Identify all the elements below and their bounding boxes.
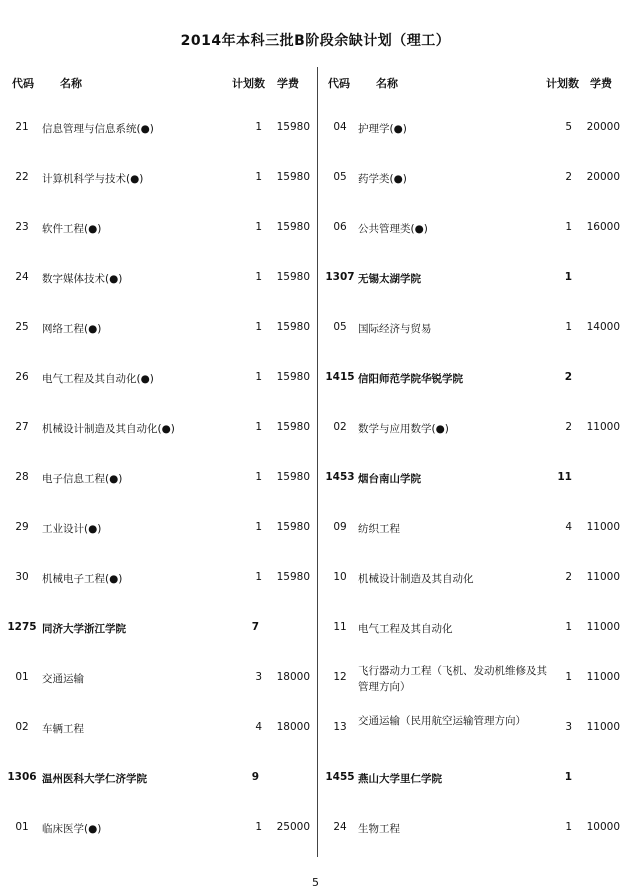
code-cell: 26 <box>15 371 29 383</box>
code-cell: 01 <box>15 671 29 683</box>
table-row <box>318 794 630 844</box>
table-row <box>318 694 630 744</box>
code-cell: 29 <box>15 521 29 533</box>
plan-cell: 1 <box>565 821 572 833</box>
table-row <box>0 294 312 344</box>
plan-cell: 1 <box>565 221 572 233</box>
header-plan: 计划数 <box>546 77 579 90</box>
table-row <box>0 794 312 844</box>
school-row <box>318 244 630 294</box>
plan-cell: 1 <box>255 421 262 433</box>
plan-cell: 1 <box>564 771 572 783</box>
code-cell: 02 <box>15 721 29 733</box>
table-header <box>0 72 312 94</box>
plan-cell: 7 <box>251 621 259 633</box>
fee-cell: 15980 <box>276 421 310 433</box>
school-row <box>318 744 630 794</box>
name-cell: 临床医学(●) <box>42 823 102 835</box>
plan-cell: 5 <box>565 121 572 133</box>
name-cell: 国际经济与贸易 <box>358 323 432 335</box>
name-cell: 数字媒体技术(●) <box>42 273 123 285</box>
name-cell: 信息管理与信息系统(●) <box>42 123 154 135</box>
code-cell: 1453 <box>325 471 355 483</box>
table-row <box>0 344 312 394</box>
table-row <box>318 494 630 544</box>
code-cell: 05 <box>333 171 347 183</box>
fee-cell: 11000 <box>586 621 620 633</box>
plan-cell: 1 <box>255 371 262 383</box>
name-cell: 交通运输（民用航空运输管理方向） <box>358 715 526 727</box>
plan-cell: 4 <box>255 721 262 733</box>
table-row <box>318 644 630 694</box>
table-row <box>0 644 312 694</box>
plan-cell: 9 <box>251 771 259 783</box>
left-column <box>0 72 312 844</box>
table-row <box>0 444 312 494</box>
fee-cell: 25000 <box>276 821 310 833</box>
code-cell: 12 <box>333 671 347 683</box>
fee-cell: 15980 <box>276 321 310 333</box>
fee-cell: 11000 <box>586 671 620 683</box>
table-row <box>318 394 630 444</box>
header-fee: 学费 <box>277 77 299 90</box>
page-number: 5 <box>312 876 319 889</box>
table-row <box>318 194 630 244</box>
plan-cell: 3 <box>565 721 572 733</box>
table-row <box>0 494 312 544</box>
table-row <box>0 194 312 244</box>
fee-cell: 15980 <box>276 571 310 583</box>
fee-cell: 11000 <box>586 571 620 583</box>
table-row <box>0 144 312 194</box>
table-row <box>318 94 630 144</box>
fee-cell: 15980 <box>276 521 310 533</box>
name-cell: 电气工程及其自动化 <box>358 623 453 635</box>
name-cell: 网络工程(●) <box>42 323 102 335</box>
code-cell: 1307 <box>325 271 355 283</box>
header-name: 名称 <box>376 77 398 90</box>
plan-cell: 1 <box>565 621 572 633</box>
table-header <box>318 72 630 94</box>
code-cell: 06 <box>333 221 347 233</box>
fee-cell: 15980 <box>276 371 310 383</box>
name-cell: 数学与应用数学(●) <box>358 423 449 435</box>
code-cell: 13 <box>333 721 347 733</box>
code-cell: 1415 <box>325 371 355 383</box>
header-code: 代码 <box>328 77 350 90</box>
fee-cell: 14000 <box>586 321 620 333</box>
fee-cell: 20000 <box>586 171 620 183</box>
plan-cell: 4 <box>565 521 572 533</box>
name-cell: 交通运输 <box>42 673 84 685</box>
school-row <box>0 744 312 794</box>
plan-cell: 1 <box>565 321 572 333</box>
name-cell: 机械设计制造及其自动化(●) <box>42 423 175 435</box>
code-cell: 04 <box>333 121 347 133</box>
table-row <box>318 294 630 344</box>
plan-cell: 1 <box>565 671 572 683</box>
code-cell: 1275 <box>7 621 37 633</box>
right-column <box>318 72 630 844</box>
plan-cell: 1 <box>255 321 262 333</box>
code-cell: 22 <box>15 171 29 183</box>
name-cell: 电子信息工程(●) <box>42 473 123 485</box>
code-cell: 30 <box>15 571 29 583</box>
fee-cell: 20000 <box>586 121 620 133</box>
name-cell: 燕山大学里仁学院 <box>358 773 442 785</box>
name-cell: 护理学(●) <box>358 123 407 135</box>
table-row <box>0 394 312 444</box>
fee-cell: 15980 <box>276 171 310 183</box>
name-cell: 计算机科学与技术(●) <box>42 173 144 185</box>
code-cell: 1455 <box>325 771 355 783</box>
plan-cell: 3 <box>255 671 262 683</box>
name-cell: 烟台南山学院 <box>358 473 421 485</box>
school-row <box>318 444 630 494</box>
fee-cell: 16000 <box>586 221 620 233</box>
table-row <box>318 594 630 644</box>
name-cell: 飞行器动力工程（飞机、发动机维修及其管理方向） <box>358 665 547 693</box>
fee-cell: 10000 <box>586 821 620 833</box>
plan-cell: 1 <box>564 271 572 283</box>
fee-cell: 11000 <box>586 521 620 533</box>
name-cell: 工业设计(●) <box>42 523 102 535</box>
school-row <box>0 594 312 644</box>
code-cell: 1306 <box>7 771 37 783</box>
page-title: 2014年本科三批B阶段余缺计划（理工） <box>180 33 451 49</box>
fee-cell: 15980 <box>276 221 310 233</box>
code-cell: 28 <box>15 471 29 483</box>
fee-cell: 15980 <box>276 271 310 283</box>
fee-cell: 18000 <box>276 671 310 683</box>
fee-cell: 15980 <box>276 121 310 133</box>
code-cell: 23 <box>15 221 29 233</box>
name-cell: 车辆工程 <box>42 723 84 735</box>
fee-cell: 18000 <box>276 721 310 733</box>
name-cell: 机械电子工程(●) <box>42 573 123 585</box>
plan-cell: 1 <box>255 471 262 483</box>
header-name: 名称 <box>60 77 82 90</box>
table-row <box>0 544 312 594</box>
name-cell: 信阳师范学院华锐学院 <box>358 373 463 385</box>
name-cell: 机械设计制造及其自动化 <box>358 573 474 585</box>
name-cell: 纺织工程 <box>358 523 400 535</box>
fee-cell: 11000 <box>586 721 620 733</box>
table-row <box>0 244 312 294</box>
table-row <box>318 544 630 594</box>
code-cell: 01 <box>15 821 29 833</box>
plan-cell: 2 <box>565 571 572 583</box>
code-cell: 02 <box>333 421 347 433</box>
name-cell: 公共管理类(●) <box>358 223 428 235</box>
code-cell: 21 <box>15 121 29 133</box>
left-table-body <box>0 94 312 844</box>
name-cell: 同济大学浙江学院 <box>42 623 126 635</box>
code-cell: 10 <box>333 571 347 583</box>
plan-cell: 1 <box>255 821 262 833</box>
plan-cell: 2 <box>565 421 572 433</box>
table-row <box>0 694 312 744</box>
name-cell: 生物工程 <box>358 823 400 835</box>
header-fee: 学费 <box>590 77 612 90</box>
fee-cell: 11000 <box>586 421 620 433</box>
code-cell: 27 <box>15 421 29 433</box>
plan-cell: 1 <box>255 121 262 133</box>
plan-cell: 1 <box>255 221 262 233</box>
code-cell: 09 <box>333 521 347 533</box>
plan-cell: 1 <box>255 571 262 583</box>
code-cell: 24 <box>333 821 347 833</box>
table-row <box>318 144 630 194</box>
code-cell: 25 <box>15 321 29 333</box>
header-code: 代码 <box>12 77 34 90</box>
plan-cell: 2 <box>565 171 572 183</box>
fee-cell: 15980 <box>276 471 310 483</box>
code-cell: 05 <box>333 321 347 333</box>
right-table-body <box>318 94 630 844</box>
name-cell: 软件工程(●) <box>42 223 102 235</box>
plan-cell: 2 <box>564 371 572 383</box>
code-cell: 24 <box>15 271 29 283</box>
plan-cell: 1 <box>255 521 262 533</box>
code-cell: 11 <box>333 621 347 633</box>
table-row <box>0 94 312 144</box>
school-row <box>318 344 630 394</box>
plan-cell: 1 <box>255 171 262 183</box>
name-cell: 温州医科大学仁济学院 <box>42 773 147 785</box>
plan-cell: 11 <box>557 471 572 483</box>
plan-cell: 1 <box>255 271 262 283</box>
header-plan: 计划数 <box>232 77 265 90</box>
name-cell: 电气工程及其自动化(●) <box>42 373 154 385</box>
name-cell: 药学类(●) <box>358 173 407 185</box>
name-cell: 无锡太湖学院 <box>358 273 421 285</box>
